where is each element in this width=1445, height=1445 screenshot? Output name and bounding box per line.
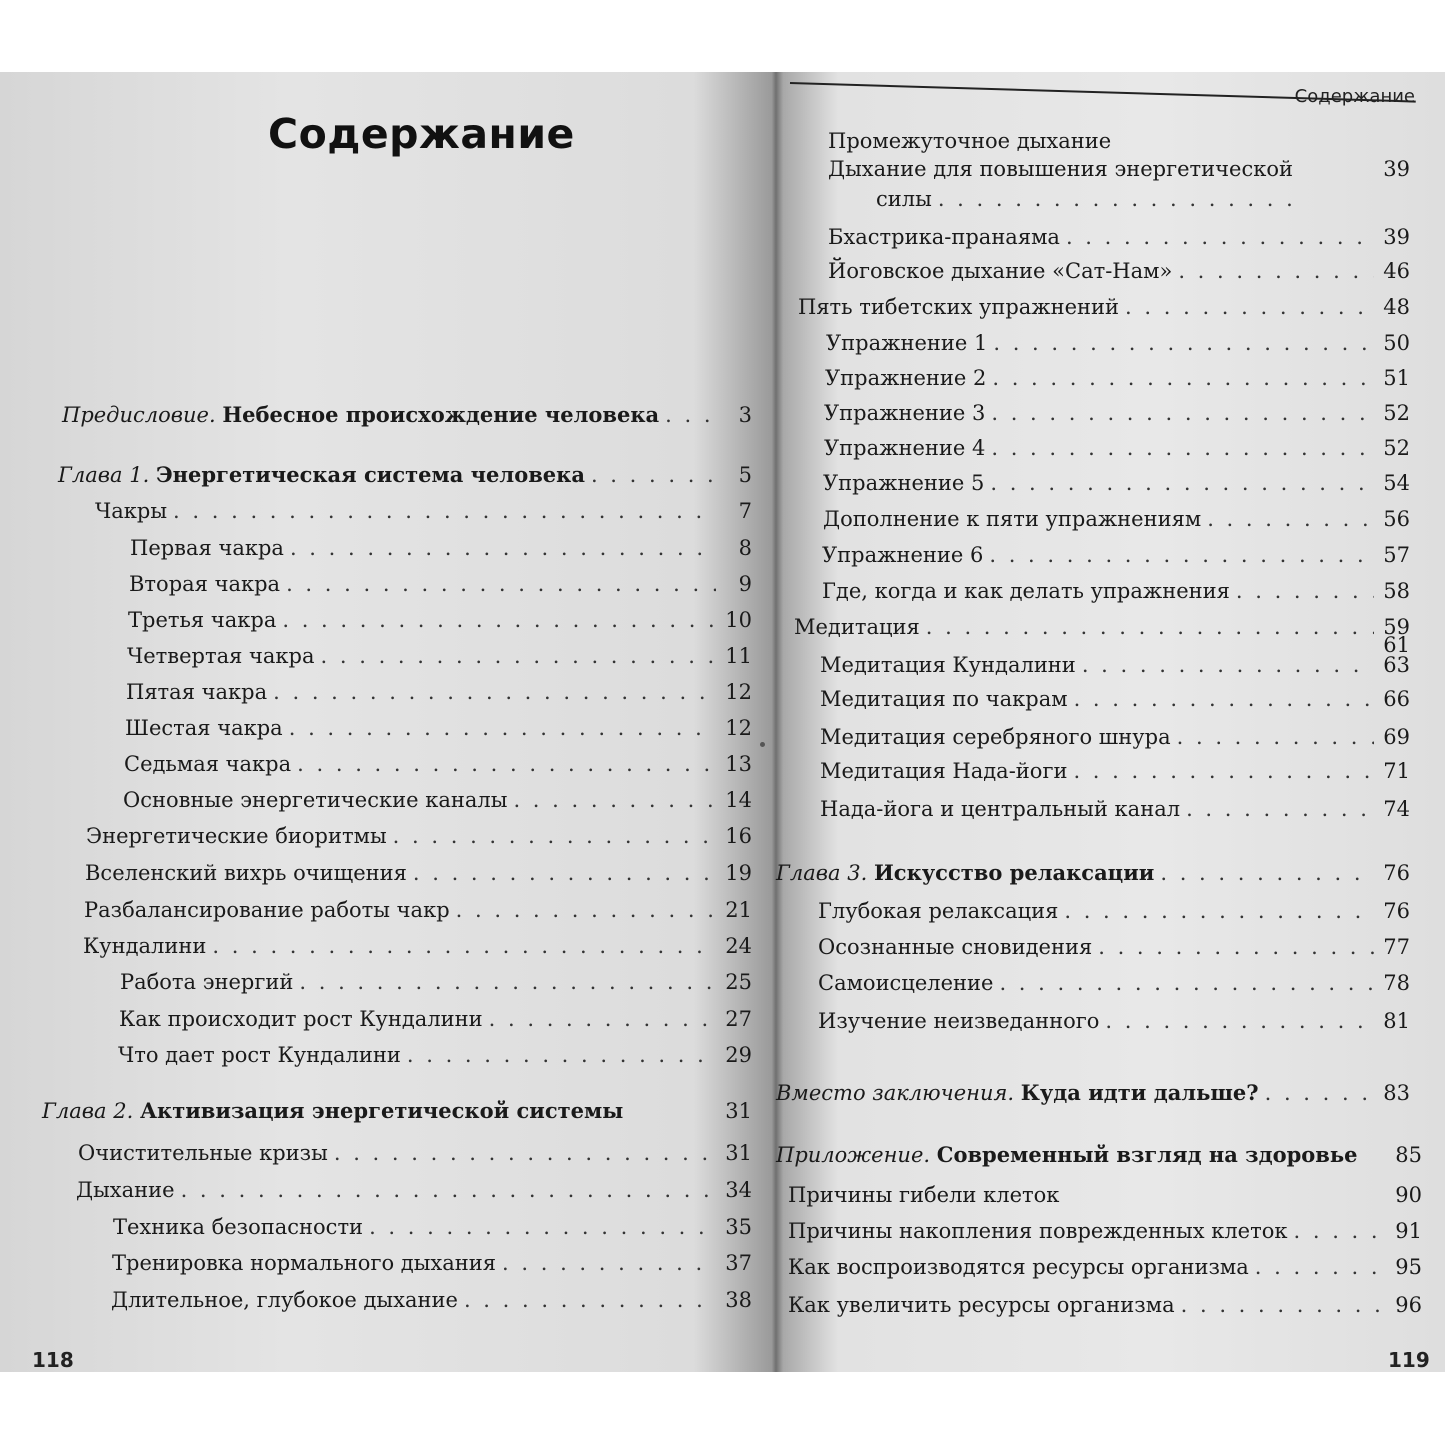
toc-entry: Упражнение 3 . . . 52 — [824, 400, 1410, 426]
toc-entry: Основные энергетические каналы . . . 14 — [123, 787, 752, 813]
toc-title: Куда идти дальше? — [1020, 1080, 1259, 1105]
toc-entry: Бхастрика-пранаяма . . . 39 — [828, 224, 1410, 250]
toc-entry: Упражнение 2 . . . 51 — [825, 365, 1410, 391]
toc-entry: Самоисцеление . . . 78 — [818, 970, 1410, 996]
toc-entry: Медитация Нада-йоги . . . 71 — [820, 758, 1410, 784]
toc-chapter-2 — [42, 1098, 752, 1124]
toc-page: 85 — [1395, 1143, 1422, 1167]
right-page — [776, 72, 1445, 1372]
toc-title: Небесное происхождение человека — [222, 402, 660, 427]
toc-entry: Тренировка нормального дыхания . . . 37 — [112, 1250, 752, 1276]
toc-entry: Промежуточное дыхание — [828, 129, 1112, 153]
toc-entry: Разбалансирование работы чакр . . . 21 — [84, 897, 752, 923]
toc-entry: Медитация по чакрам . . . 66 — [820, 686, 1410, 712]
toc-page: 3 — [738, 403, 752, 427]
toc-entry: Упражнение 5 . . . 54 — [823, 470, 1410, 496]
toc-prefix: Вместо заключения. — [776, 1081, 1015, 1105]
toc-entry: Длительное, глубокое дыхание . . . 38 — [111, 1287, 752, 1313]
toc-prefix: Предисловие. — [62, 403, 216, 427]
toc-title: Искусство релаксации — [873, 860, 1155, 885]
toc-conclusion — [776, 1080, 1410, 1106]
toc-prefix: Глава 1. — [58, 463, 150, 487]
toc-entry: Чакры . . . 7 — [95, 498, 752, 524]
toc-entry: Медитация . . . 59 — [794, 614, 1410, 640]
toc-entry: Дыхание . . . 34 — [76, 1177, 752, 1203]
toc-entry: Изучение неизведанного . . . 81 — [818, 1008, 1410, 1034]
toc-entry: Дополнение к пяти упражнениям . . . 56 — [823, 506, 1410, 532]
toc-chapter-3 — [776, 860, 1410, 886]
toc-entry: Причины накопления поврежденных клеток . . . 91 — [788, 1218, 1422, 1244]
leader-dots — [1160, 860, 1374, 886]
toc-entry: Йоговское дыхание «Сат-Нам» . . . 46 — [828, 258, 1410, 284]
toc-entry: Кундалини . . . 24 — [83, 933, 752, 959]
toc-title: Активизация энергетической системы — [139, 1098, 624, 1123]
toc-entry: Нада-йога и центральный канал . . . 74 — [820, 796, 1410, 822]
toc-title: Энергетическая система человека — [155, 462, 585, 487]
page-number-left: 118 — [32, 1348, 74, 1372]
toc-entry: Дыхание для повышения энергетической 39 — [828, 157, 1410, 181]
toc-entry: Упражнение 1 . . . 50 — [826, 330, 1410, 356]
toc-entry: Где, когда и как делать упражнения . . . 58 — [822, 578, 1410, 604]
toc-entry: Очистительные кризы . . . 31 — [78, 1140, 752, 1166]
toc-entry: Как происходит рост Кундалини . . . 27 — [119, 1006, 752, 1032]
toc-entry: Работа энергий . . . 25 — [120, 969, 752, 995]
toc-entry: 61 — [1383, 633, 1410, 657]
toc-entry: Как воспроизводятся ресурсы организма . . . 95 — [788, 1254, 1422, 1280]
toc-entry: Седьмая чакра . . . 13 — [124, 751, 752, 777]
toc-entry: Третья чакра . . . 10 — [128, 607, 752, 633]
toc-page: 5 — [738, 463, 752, 487]
toc-entry: Осознанные сновидения . . . 77 — [818, 934, 1410, 960]
toc-appendix — [776, 1142, 1422, 1168]
toc-entry: Техника безопасности . . . 35 — [113, 1214, 752, 1240]
toc-page: 76 — [1383, 861, 1410, 885]
toc-entry: Пятая чакра . . . 12 — [126, 679, 752, 705]
toc-entry: Энергетические биоритмы . . . 16 — [86, 823, 752, 849]
toc-entry: Как увеличить ресурсы организма . . . 96 — [788, 1292, 1422, 1318]
toc-entry: Вселенский вихрь очищения . . . 19 — [85, 860, 752, 886]
toc-entry: Упражнение 4 . . . 52 — [824, 435, 1410, 461]
toc-chapter-1 — [58, 462, 752, 488]
toc-entry: Глубокая релаксация . . . 76 — [818, 898, 1410, 924]
toc-entry: Четвертая чакра . . . 11 — [127, 643, 752, 669]
print-speck — [760, 742, 765, 747]
toc-title: Современный взгляд на здоровье — [936, 1142, 1358, 1167]
toc-entry: Первая чакра . . . 8 — [130, 535, 752, 561]
left-page — [0, 72, 770, 1372]
leader-dots — [1265, 1080, 1374, 1106]
toc-entry: Шестая чакра . . . 12 — [125, 715, 752, 741]
toc-page: 31 — [725, 1099, 752, 1123]
page-title: Содержание — [268, 110, 575, 158]
toc-entry: Упражнение 6 . . . 57 — [822, 542, 1410, 568]
page-number-right: 119 — [1388, 1348, 1430, 1372]
toc-entry: Медитация серебряного шнура . . . 69 — [820, 724, 1410, 750]
toc-prefix: Приложение. — [776, 1143, 931, 1167]
leader-dots — [665, 402, 716, 428]
leader-dots — [591, 462, 716, 488]
toc-entry: силы . . . — [876, 186, 1336, 212]
toc-page: 83 — [1383, 1081, 1410, 1105]
running-head: Содержание — [1294, 86, 1415, 107]
toc-preface — [62, 402, 752, 428]
toc-prefix: Глава 2. — [42, 1099, 134, 1123]
toc-entry: Что дает рост Кундалини . . . 29 — [118, 1042, 752, 1068]
toc-entry: Причины гибели клеток 90 — [788, 1183, 1422, 1207]
book-spread — [0, 72, 1445, 1372]
toc-prefix: Глава 3. — [776, 861, 868, 885]
toc-entry: Медитация Кундалини . . . 63 — [820, 652, 1410, 678]
toc-entry: Пять тибетских упражнений . . . 48 — [798, 294, 1410, 320]
toc-entry: Вторая чакра . . . 9 — [129, 571, 752, 597]
